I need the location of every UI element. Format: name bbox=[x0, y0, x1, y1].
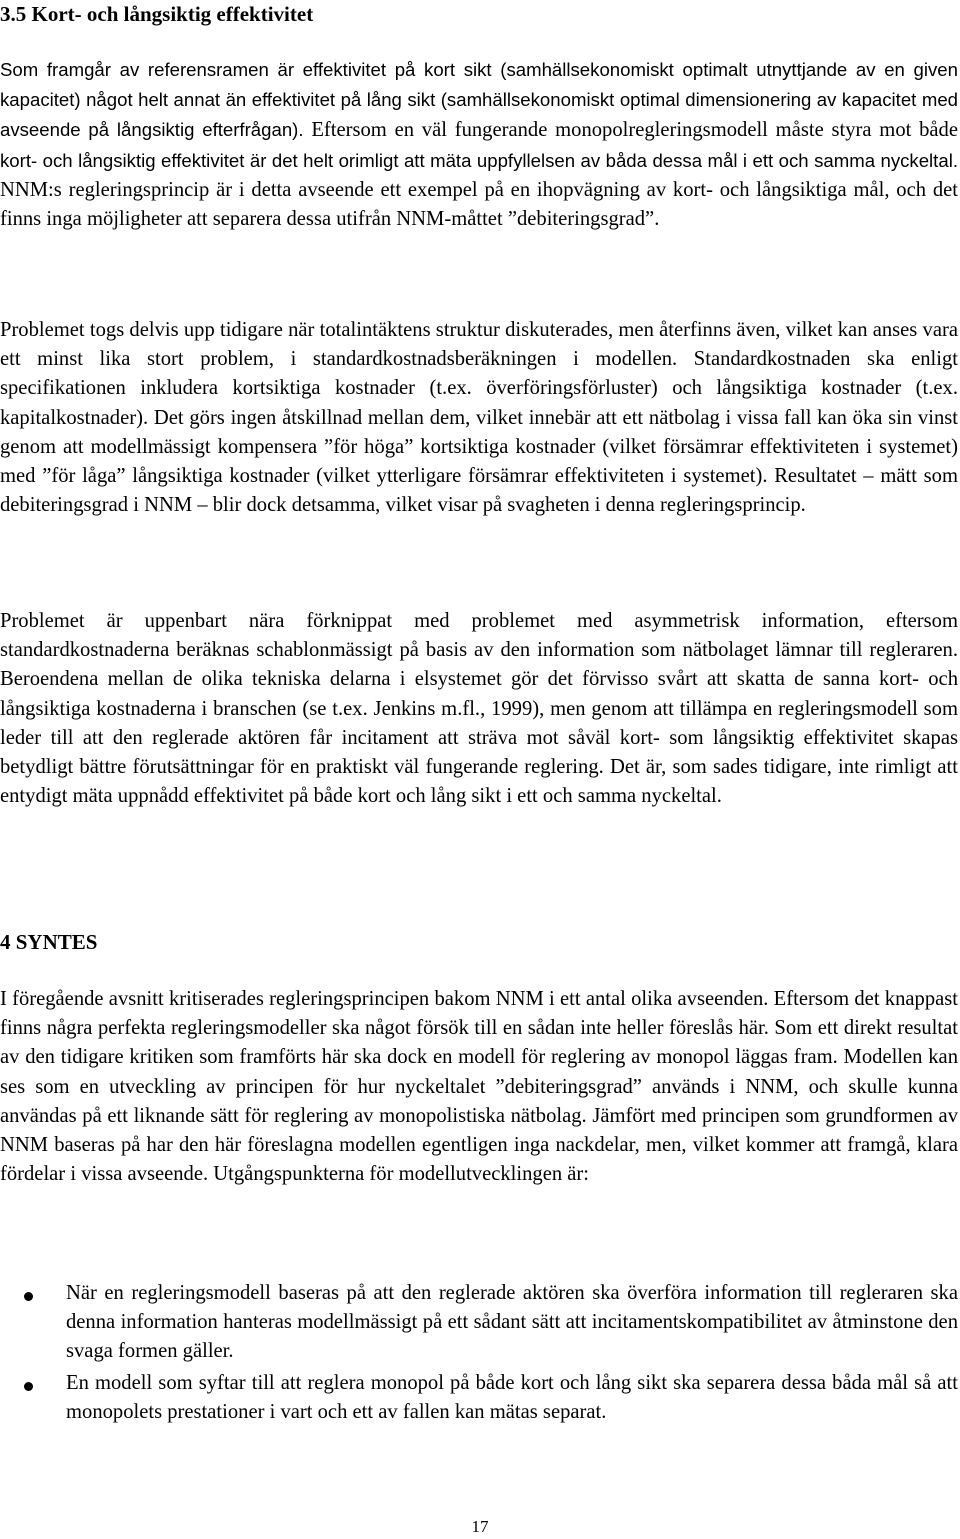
bullet-icon bbox=[24, 1292, 33, 1301]
bullet-icon bbox=[24, 1382, 33, 1391]
bullet-item bbox=[0, 1279, 958, 1367]
paragraph-1-segment: NNM:s regleringsprincip är i detta avseende ett exempel på en ihopvägning av kort- och långsiktiga mål, och det finns inga möjligheter att separera dessa utifrån NNM-måttet ”debiteringsgrad”. bbox=[0, 178, 958, 231]
paragraph-1-segment: Som framgår av referensramen är effektivitet på kort sikt (samhällsekonomiskt optimalt utnyttjande av en given kapacitet) något helt annat än effektivitet på lång sikt (samhällsekonomiskt optimal dimensionering av kapacitet med avseende på långsiktig efterfrågan). bbox=[0, 59, 958, 141]
paragraph-4: I föregående avsnitt kritiserades regleringsprincipen bakom NNM i ett antal olika avseenden. Eftersom det knappast finns några perfekta regleringsmodeller ska något försök till en sådan inte heller föreslås här. Som ett direkt resultat av den tidigare kritiken som framförts här ska dock en modell för reglering av monopol läggas fram. Modellen kan ses som en utveckling av principen för hur nyckeltalet ”debiteringsgrad” används i NNM, och skulle kunna användas på ett liknande sätt för reglering av monopolistiska nätbolag. Jämfört med principen som grundformen av NNM baseras på har den här föreslagna modellen egentligen inga nackdelar, men, vilket kommer att framgå, klara fördelar i vissa avseende. Utgångspunkterna för modellutvecklingen är: bbox=[0, 988, 958, 1186]
paragraph-2: Problemet togs delvis upp tidigare när totalintäktens struktur diskuterades, men återfinns även, vilket kan anses vara ett minst lika stort problem, i standardkostnadsberäkningen i modellen. Standardkostnaden ska enligt specifikationen inkludera kortsiktiga kostnader (t.ex. överföringsförluster) och långsiktiga kostnader (t.ex. kapitalkostnader). Det görs ingen åtskillnad mellan dem, vilket innebär att ett nätbolag i vissa fall kan öka sin vinst genom att modellmässigt kompensera ”för höga” kortsiktiga kostnader (vilket försämrar effektiviteten i systemet) med ”för låga” långsiktiga kostnader (vilket ytterligare försämrar effektiviteten i systemet). Resultatet – mätt som debiteringsgrad i NNM – blir dock detsamma, vilket visar på svagheten i denna regleringsprincip. bbox=[0, 319, 958, 517]
paragraph-3: Problemet är uppenbart nära förknippat med problemet med asymmetrisk information, eftersom standardkostnaderna beräknas schablonmässigt på basis av den information som nätbolaget lämnar till regleraren. Beroendena mellan de olika tekniska delarna i elsystemet gör det förvisso svårt att skatta de sanna kort- och långsiktiga kostnaderna i branschen (se t.ex. Jenkins m.fl., 1999), men genom att tillämpa en regleringsmodell som leder till att den reglerade aktören får incitament att sträva mot såväl kort- som långsiktig effektivitet skapas betydligt bättre förutsättningar för en praktiskt väl fungerande reglering. Det är, som sades tidigare, inte rimligt att entydigt mäta uppnådd effektivitet på både kort och lång sikt i ett och samma nyckeltal. bbox=[0, 610, 958, 808]
bullet-text: När en regleringsmodell baseras på att den reglerade aktören ska överföra information till regleraren ska denna information hanteras modellmässigt på ett sådant sätt att incitamentskompatibilitet av åtminstone den svaga formen gäller. bbox=[66, 1282, 958, 1363]
bullet-text: En modell som syftar till att reglera monopol på både kort och lång sikt ska separera dessa båda mål så att monopolets prestationer i vart och ett av fallen kan mätas separat. bbox=[66, 1371, 958, 1423]
page-number: 17 bbox=[471, 1517, 489, 1536]
paragraph-1-segment: Eftersom en väl fungerande monopolregleringsmodell måste styra mot både bbox=[311, 119, 958, 142]
section-heading: 3.5 Kort- och långsiktig effektivitet bbox=[0, 2, 314, 26]
paragraph-1 bbox=[0, 55, 958, 234]
bullet-item bbox=[0, 1369, 958, 1427]
paragraph-1-segment: kort- och långsiktig effektivitet är det helt orimligt att mäta uppfyllelsen av båda dessa mål i ett och samma nyckeltal. bbox=[0, 149, 958, 171]
bullet-list bbox=[0, 1279, 958, 1429]
chapter-heading: 4 SYNTES bbox=[0, 930, 98, 954]
